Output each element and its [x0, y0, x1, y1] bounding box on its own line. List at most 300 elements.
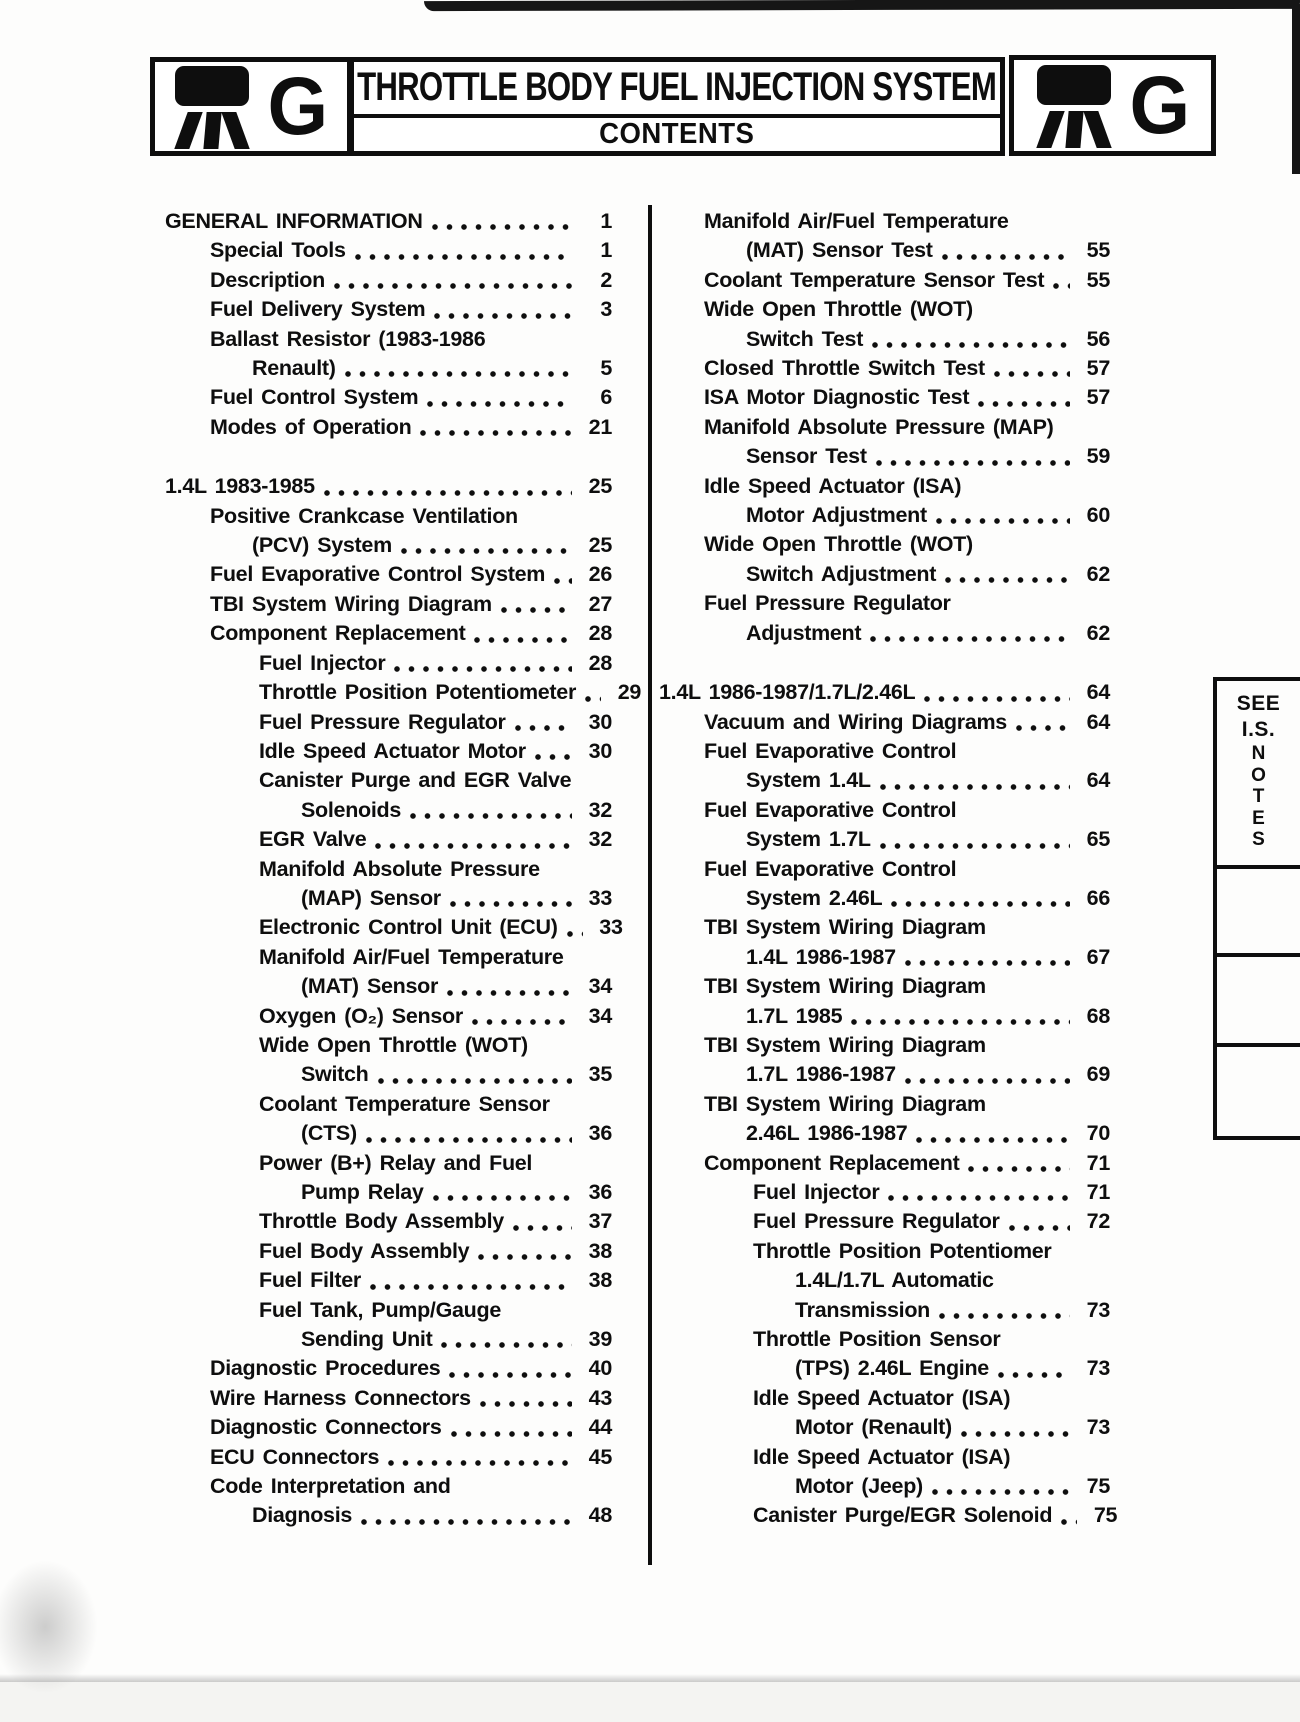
toc-line — [704, 325, 1110, 354]
toc-entry — [659, 1325, 1110, 1384]
leader-dots — [916, 1119, 1070, 1148]
toc-line: Coolant Temperature Sensor — [259, 1091, 550, 1116]
toc-entry — [659, 1149, 1110, 1178]
leader-dots — [450, 884, 572, 913]
leader-dots — [334, 266, 572, 295]
toc-line: Power (B+) Relay and Fuel — [259, 1150, 533, 1175]
toc-entry — [659, 266, 1110, 295]
toc-label: System 1.4L — [746, 768, 871, 793]
toc-line — [210, 590, 612, 619]
toc-label: Oxygen (O₂) Sensor — [259, 1003, 463, 1028]
toc-line — [704, 1119, 1110, 1148]
toc-line — [259, 1237, 612, 1266]
toc-line — [259, 1119, 612, 1148]
toc-entry — [165, 855, 612, 914]
toc-label: Sensor Test — [746, 444, 867, 469]
leader-dots — [994, 354, 1070, 383]
toc-entry — [165, 913, 623, 942]
tab-word-is: I.S. — [1241, 718, 1276, 741]
toc-line: TBI System Wiring Diagram — [704, 915, 986, 940]
toc-line — [259, 1325, 612, 1354]
toc-page-number: 1 — [600, 238, 612, 263]
toc-label: Fuel Pressure Regulator — [753, 1209, 1000, 1234]
toc-entry — [165, 236, 612, 265]
toc-line — [259, 972, 612, 1001]
toc-label: Fuel Delivery System — [210, 297, 426, 322]
toc-entry — [165, 1002, 612, 1031]
toc-entry — [659, 1237, 1110, 1325]
leader-dots — [478, 1237, 572, 1266]
toc-entry — [659, 737, 1110, 796]
tab-vertical-word — [1217, 743, 1300, 851]
header-title-box — [349, 57, 1005, 156]
scan-artifact-right — [1292, 4, 1300, 174]
toc-entry — [165, 1266, 612, 1295]
toc-line: Wide Open Throttle (WOT) — [259, 1032, 528, 1057]
leader-dots — [501, 590, 572, 619]
toc-line — [259, 1178, 612, 1207]
toc-line — [210, 1354, 612, 1383]
toc-page-number: 68 — [1086, 1003, 1110, 1028]
toc-page-number: 6 — [600, 385, 612, 410]
leader-dots — [932, 1472, 1070, 1501]
toc-page-number: 2 — [600, 267, 612, 292]
toc-entry — [165, 678, 642, 707]
toc-line: TBI System Wiring Diagram — [704, 1032, 986, 1057]
toc-label: Throttle Position Potentiometer — [259, 680, 577, 705]
toc-entry — [165, 1296, 612, 1355]
toc-line — [704, 1149, 1110, 1178]
toc-label: GENERAL INFORMATION — [165, 209, 423, 233]
toc-line: Manifold Air/Fuel Temperature — [704, 209, 1009, 233]
toc-label: Diagnostic Connectors — [210, 1415, 442, 1440]
leader-dots — [880, 766, 1070, 795]
toc-entry — [659, 1207, 1110, 1236]
toc-label: System 1.7L — [746, 827, 871, 852]
toc-label: Fuel Body Assembly — [259, 1238, 470, 1263]
page-title: THROTTLE BODY FUEL INJECTION SYSTEM — [357, 65, 997, 110]
toc-entry — [659, 383, 1110, 412]
toc-label: Coolant Temperature Sensor Test — [704, 267, 1045, 292]
toc-page-number: 64 — [1086, 680, 1110, 705]
toc-label: Switch Test — [746, 326, 864, 351]
toc-page-number: 69 — [1086, 1062, 1110, 1087]
leader-dots — [978, 383, 1070, 412]
toc-entry — [165, 1149, 612, 1208]
toc-page-number: 3 — [600, 297, 612, 322]
toc-entry — [659, 413, 1110, 472]
toc-line: Positive Crankcase Ventilation — [210, 503, 518, 528]
leader-dots — [401, 531, 572, 560]
toc-line — [704, 236, 1110, 265]
toc-page-number: 28 — [588, 650, 612, 675]
page-subtitle: CONTENTS — [599, 117, 755, 150]
toc-entry — [165, 502, 612, 561]
toc-line — [210, 619, 612, 648]
toc-label: Special Tools — [210, 238, 346, 263]
toc-line — [210, 531, 612, 560]
leader-dots — [968, 1149, 1070, 1178]
section-letter: G — [1129, 59, 1188, 151]
section-letter: G — [267, 60, 327, 152]
toc-line — [704, 354, 1110, 383]
leader-dots — [961, 1413, 1070, 1442]
toc-line — [704, 1060, 1110, 1089]
toc-line — [659, 678, 1110, 707]
toc-page-number: 28 — [588, 621, 612, 646]
toc-label: (MAP) Sensor — [301, 885, 441, 910]
toc-entry — [165, 1413, 612, 1442]
toc-entry — [165, 325, 612, 384]
toc-line: Ballast Resistor (1983-1986 — [210, 326, 486, 351]
toc-label: Fuel Evaporative Control System — [210, 562, 546, 587]
toc-line — [210, 236, 612, 265]
toc-label: ECU Connectors — [210, 1444, 380, 1469]
leader-dots — [394, 649, 572, 678]
leader-dots — [872, 325, 1070, 354]
toc-entry — [165, 649, 612, 678]
toc-page-number: 38 — [588, 1238, 612, 1263]
toc-label: Sending Unit — [301, 1327, 433, 1352]
leader-dots — [441, 1325, 572, 1354]
toc-line — [210, 354, 612, 383]
toc-label: Throttle Body Assembly — [259, 1209, 504, 1234]
toc-line — [704, 943, 1110, 972]
toc-line — [704, 560, 1110, 589]
toc-line: Fuel Evaporative Control — [704, 738, 957, 763]
toc-entry — [659, 472, 1110, 531]
header-title-row — [354, 62, 1000, 118]
leader-dots — [513, 1207, 572, 1236]
toc-page-number: 5 — [600, 356, 612, 381]
leader-dots — [451, 1413, 572, 1442]
toc-line: Manifold Absolute Pressure — [259, 856, 540, 881]
toc-page-number: 1 — [600, 209, 612, 233]
toc-page-number: 39 — [588, 1327, 612, 1352]
tab-letter: S — [1252, 829, 1265, 850]
leader-dots — [480, 1384, 572, 1413]
toc-section — [659, 207, 1110, 648]
toc-entry — [165, 737, 612, 766]
leader-dots — [433, 1178, 572, 1207]
toc-page-number: 67 — [1086, 944, 1110, 969]
toc-page-number: 25 — [588, 533, 612, 558]
toc-label: Vacuum and Wiring Diagrams — [704, 709, 1007, 734]
tab-empty-cell — [1217, 1047, 1300, 1140]
toc-page-number: 71 — [1086, 1180, 1110, 1204]
tab-empty-cell — [1217, 869, 1300, 957]
leader-dots — [945, 560, 1070, 589]
leader-dots — [851, 1002, 1070, 1031]
toc-entry — [659, 972, 1110, 1031]
toc-section — [659, 678, 1118, 1531]
tab-letter: E — [1252, 807, 1265, 829]
toc-page-number: 70 — [1086, 1121, 1110, 1146]
toc-page-number: 62 — [1086, 561, 1110, 586]
leader-dots — [355, 236, 572, 265]
toc-entry — [659, 295, 1110, 354]
toc-entry — [165, 560, 612, 589]
toc-page-number: 21 — [588, 414, 612, 439]
toc-entry — [165, 590, 612, 619]
toc-label: Closed Throttle Switch Test — [704, 356, 985, 381]
toc-entry — [165, 207, 612, 236]
leader-dots — [427, 383, 572, 412]
toc-entry — [659, 913, 1110, 972]
toc-line — [259, 884, 612, 913]
toc-line — [704, 501, 1110, 530]
toc-entry — [165, 1207, 612, 1236]
toc-label: Renault) — [252, 356, 336, 381]
toc-label: Pump Relay — [301, 1180, 424, 1204]
toc-line — [210, 295, 612, 324]
toc-line: Fuel Evaporative Control — [704, 797, 957, 822]
toc-page-number: 64 — [1086, 768, 1110, 793]
toc-line — [210, 1443, 612, 1472]
toc-page-number: 57 — [1086, 356, 1110, 381]
toc-line — [704, 619, 1110, 648]
toc-page-number: 66 — [1086, 885, 1110, 910]
leader-dots — [515, 708, 572, 737]
toc-entry — [165, 766, 612, 825]
toc-page-number: 75 — [1086, 1474, 1110, 1499]
toc-line — [259, 1002, 612, 1031]
toc-label: Switch — [301, 1062, 369, 1087]
leader-dots — [888, 1178, 1070, 1207]
toc-page-number: 35 — [588, 1062, 612, 1087]
toc-page-number: 36 — [588, 1121, 612, 1146]
toc-entry — [165, 266, 612, 295]
toc-line — [259, 1207, 612, 1236]
toc-line — [753, 1413, 1110, 1442]
toc-entry — [659, 1178, 1110, 1207]
toc-label: 1.7L 1985 — [746, 1003, 843, 1028]
toc-line: TBI System Wiring Diagram — [704, 1091, 986, 1116]
toc-entry — [659, 1090, 1110, 1149]
toc-entry — [659, 1501, 1118, 1530]
leader-dots — [891, 884, 1070, 913]
toc-entry — [165, 943, 612, 1002]
toc-line — [753, 1501, 1118, 1530]
toc-entry — [165, 1237, 612, 1266]
toc-label: (PCV) System — [252, 533, 392, 558]
toc-page-number: 59 — [1086, 444, 1110, 469]
leader-dots — [1061, 1501, 1077, 1530]
leader-dots — [432, 207, 572, 236]
toc-label: Fuel Control System — [210, 385, 419, 410]
toc-line — [753, 1472, 1110, 1501]
toc-section — [165, 207, 612, 442]
leader-dots — [420, 413, 572, 442]
toc-entry — [165, 708, 612, 737]
leader-dots — [924, 678, 1070, 707]
toc-line: Idle Speed Actuator (ISA) — [753, 1385, 1011, 1410]
toc-page-number: 57 — [1086, 385, 1110, 410]
toc-entry — [165, 1354, 612, 1383]
toc-label: Switch Adjustment — [746, 561, 937, 586]
toc-entry — [659, 678, 1110, 707]
toc-line: Fuel Evaporative Control — [704, 856, 957, 881]
toc-entry — [165, 1472, 612, 1531]
toc-entry — [659, 1443, 1110, 1502]
leader-dots — [585, 678, 601, 707]
toc-line: Idle Speed Actuator (ISA) — [704, 473, 962, 498]
toc-entry — [165, 295, 612, 324]
toc-label: 1.4L 1983-1985 — [165, 474, 315, 499]
leader-dots — [410, 796, 572, 825]
toc-label: System 2.46L — [746, 885, 883, 910]
toc-line: Throttle Position Sensor — [753, 1327, 1001, 1352]
toc-line — [210, 1384, 612, 1413]
toc-page-number: 36 — [588, 1180, 612, 1204]
toc-line — [704, 383, 1110, 412]
toc-label: (MAT) Sensor — [301, 974, 439, 999]
toc-line — [753, 1207, 1110, 1236]
leader-dots — [1009, 1207, 1070, 1236]
leader-dots — [870, 619, 1070, 648]
toc-line — [259, 796, 612, 825]
toc-line — [210, 560, 612, 589]
toc-label: Component Replacement — [210, 621, 466, 646]
leader-dots — [324, 472, 572, 501]
toc-section — [165, 472, 642, 1531]
toc-entry — [659, 796, 1110, 855]
leader-dots — [375, 825, 572, 854]
toc-label: 2.46L 1986-1987 — [746, 1121, 908, 1146]
toc-line: Manifold Air/Fuel Temperature — [259, 944, 564, 969]
toc-label: (MAT) Sensor Test — [746, 238, 933, 263]
toc-page-number: 48 — [588, 1503, 612, 1528]
leader-dots — [1053, 266, 1070, 295]
leader-dots — [998, 1354, 1070, 1383]
toc-page-number: 55 — [1086, 238, 1110, 263]
toc-line — [165, 207, 612, 236]
leader-dots — [472, 1002, 572, 1031]
toc-label: Fuel Injector — [259, 650, 386, 675]
leader-dots — [942, 236, 1070, 265]
toc-label: EGR Valve — [259, 827, 367, 852]
toc-line — [704, 266, 1110, 295]
toc-page-number: 73 — [1086, 1297, 1110, 1322]
toc-entry — [165, 472, 612, 501]
toc-label: TBI System Wiring Diagram — [210, 591, 492, 616]
toc-line: Wide Open Throttle (WOT) — [704, 297, 973, 322]
toc-entry — [659, 855, 1110, 914]
toc-page-number: 65 — [1086, 827, 1110, 852]
toc-line — [259, 649, 612, 678]
toc-page-number: 44 — [588, 1415, 612, 1440]
toc-entry — [165, 1384, 612, 1413]
toc-line — [704, 884, 1110, 913]
toc-page-number: 38 — [588, 1268, 612, 1293]
toc-line: Manifold Absolute Pressure (MAP) — [704, 414, 1054, 439]
toc-entry — [659, 1031, 1110, 1090]
toc-page-number: 71 — [1086, 1150, 1110, 1175]
toc-entry — [165, 1031, 612, 1090]
toc-entry — [659, 1384, 1110, 1443]
toc-line — [259, 708, 612, 737]
toc-label: Transmission — [795, 1297, 931, 1322]
tab-empty-cell — [1217, 957, 1300, 1047]
toc-line — [259, 678, 642, 707]
amc-logo-icon — [1036, 63, 1112, 149]
leader-dots — [876, 442, 1070, 471]
toc-entry — [165, 413, 612, 442]
leader-dots — [447, 972, 572, 1001]
section-badge-left — [150, 57, 352, 156]
toc-page-number: 25 — [588, 474, 612, 499]
leader-dots — [366, 1119, 572, 1148]
toc-entry — [659, 207, 1110, 266]
toc-line — [210, 413, 612, 442]
see-is-notes-tab — [1213, 677, 1300, 1140]
tab-letter: T — [1252, 786, 1265, 807]
toc-entry — [659, 589, 1110, 648]
leader-dots — [535, 737, 572, 766]
toc-page-number: 27 — [588, 591, 612, 616]
toc-line — [753, 1178, 1110, 1207]
toc-entry — [165, 619, 612, 648]
toc-label: ISA Motor Diagnostic Test — [704, 385, 970, 410]
toc-line — [259, 913, 623, 942]
toc-line — [753, 1296, 1110, 1325]
toc-line: Idle Speed Actuator (ISA) — [753, 1444, 1011, 1469]
toc-label: Component Replacement — [704, 1150, 960, 1175]
toc-page-number: 34 — [588, 974, 612, 999]
tab-label-cell — [1217, 681, 1300, 869]
toc-page-number: 32 — [588, 797, 612, 822]
leader-dots — [936, 501, 1070, 530]
toc-entry — [165, 825, 612, 854]
toc-page-number: 73 — [1086, 1356, 1110, 1381]
toc-line — [210, 266, 612, 295]
toc-line — [753, 1354, 1110, 1383]
toc-label: Fuel Injector — [753, 1180, 880, 1204]
toc-label: Idle Speed Actuator Motor — [259, 738, 526, 763]
tab-letter: O — [1251, 764, 1266, 786]
toc-label: (CTS) — [301, 1121, 357, 1146]
toc-label: 1.4L 1986-1987/1.7L/2.46L — [659, 680, 916, 705]
toc-label: Motor (Renault) — [795, 1415, 952, 1440]
toc-line: Fuel Pressure Regulator — [704, 591, 951, 616]
toc-line: Canister Purge and EGR Valve — [259, 768, 572, 793]
toc-label: Modes of Operation — [210, 414, 412, 439]
toc-line: TBI System Wiring Diagram — [704, 974, 986, 999]
toc-line: Code Interpretation and — [210, 1474, 451, 1499]
toc-line — [704, 766, 1110, 795]
toc-page-number: 75 — [1093, 1503, 1118, 1528]
toc-label: Wire Harness Connectors — [210, 1385, 471, 1410]
tab-letter: N — [1251, 743, 1266, 764]
toc-label: Diagnosis — [252, 1503, 353, 1528]
toc-label: 1.7L 1986-1987 — [746, 1062, 896, 1087]
leader-dots — [554, 560, 572, 589]
toc-entry — [165, 383, 612, 412]
toc-line — [165, 472, 612, 501]
toc-page-number: 62 — [1086, 620, 1110, 645]
toc-page-number: 32 — [588, 827, 612, 852]
toc-label: Canister Purge/EGR Solenoid — [753, 1503, 1053, 1528]
tab-word-see: SEE — [1236, 692, 1281, 715]
toc-label: (TPS) 2.46L Engine — [795, 1356, 989, 1381]
toc-page-number: 64 — [1086, 709, 1110, 734]
leader-dots — [567, 913, 583, 942]
toc-line — [259, 737, 612, 766]
toc-entry — [659, 708, 1110, 737]
toc-label: Diagnostic Procedures — [210, 1356, 441, 1381]
leader-dots — [449, 1354, 572, 1383]
toc-entry — [659, 354, 1110, 383]
